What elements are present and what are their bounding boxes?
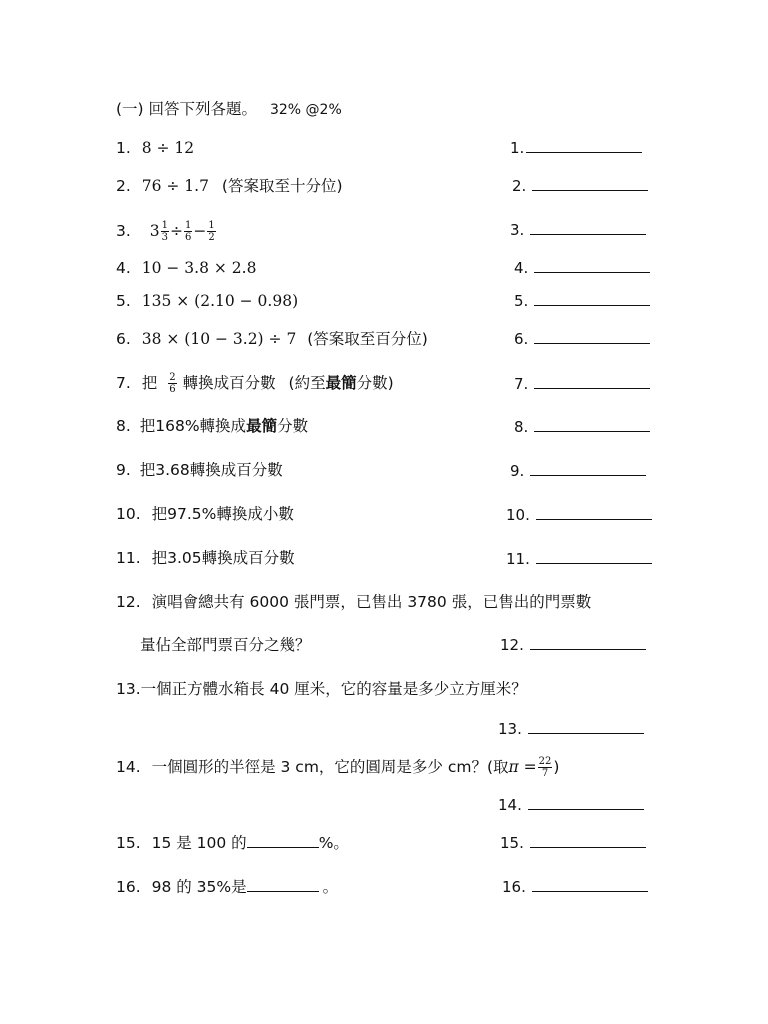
- fraction-denominator: 6: [169, 384, 176, 395]
- question-number: 16.: [116, 878, 141, 896]
- fraction: [168, 372, 176, 395]
- answer-label: 13.: [498, 720, 522, 738]
- question-6: [116, 329, 428, 349]
- closing-paren: ): [553, 758, 560, 776]
- question-text-post: 分數: [277, 417, 309, 435]
- answer-line-7[interactable]: [514, 374, 650, 394]
- answer-line-15[interactable]: [500, 833, 646, 853]
- fraction-numerator: 1: [208, 220, 215, 231]
- answer-label: 8.: [514, 418, 529, 436]
- pi-expression: π =: [508, 758, 537, 776]
- question-text-bold: 最簡: [246, 417, 278, 435]
- answer-blank[interactable]: [532, 176, 648, 191]
- question-text: 10 − 3.8 × 2.8: [141, 259, 257, 277]
- question-number: 3.: [116, 222, 131, 240]
- operator: ÷: [169, 222, 183, 240]
- question-text: 演唱會總共有 6000 張門票，已售出 3780 張，已售出的門票數: [151, 593, 592, 611]
- question-14: [116, 754, 559, 780]
- operator: −: [193, 222, 207, 240]
- question-number: 4.: [116, 259, 131, 277]
- answer-blank[interactable]: [528, 719, 644, 734]
- fill-in-blank[interactable]: [247, 877, 319, 892]
- answer-blank[interactable]: [534, 374, 650, 389]
- answer-line-4[interactable]: [514, 258, 650, 278]
- question-text-pre: 98 的 35%是: [151, 878, 247, 896]
- question-number: 2.: [116, 177, 131, 195]
- question-16: [116, 877, 338, 897]
- answer-label: 12.: [500, 636, 524, 654]
- answer-label: 5.: [514, 292, 529, 310]
- answer-blank[interactable]: [534, 329, 650, 344]
- answer-blank[interactable]: [536, 549, 652, 564]
- question-number: 10.: [116, 505, 141, 523]
- answer-blank[interactable]: [530, 461, 646, 476]
- answer-line-9[interactable]: [510, 461, 646, 481]
- answer-line-12[interactable]: [500, 635, 646, 655]
- answer-line-1[interactable]: [510, 138, 642, 158]
- answer-label: 11.: [506, 550, 530, 568]
- fill-in-blank[interactable]: [247, 833, 319, 848]
- question-7: [116, 370, 394, 396]
- answer-blank[interactable]: [532, 877, 648, 892]
- question-note: (答案取至十分位): [221, 177, 343, 195]
- question-text-pre: 15 是 100 的: [151, 834, 247, 852]
- answer-blank[interactable]: [534, 291, 650, 306]
- answer-line-8[interactable]: [514, 417, 650, 437]
- score-info: 32% @2%: [269, 102, 342, 118]
- answer-label: 15.: [500, 834, 524, 852]
- question-text: 把3.05轉換成百分數: [151, 549, 295, 567]
- question-8: [116, 416, 308, 436]
- fraction-2: [184, 220, 192, 243]
- question-number: 13.: [116, 680, 141, 698]
- question-3: [116, 218, 217, 244]
- question-number: 5.: [116, 292, 131, 310]
- answer-line-16[interactable]: [502, 877, 648, 897]
- question-text-post: 轉換成百分數: [182, 374, 276, 392]
- answer-label: 6.: [514, 330, 529, 348]
- question-text: 一個正方體水箱長 40 厘米，它的容量是多少立方厘米？: [140, 680, 527, 698]
- question-2: [116, 176, 343, 196]
- fraction-denominator: 2: [208, 232, 215, 243]
- section-header: [116, 99, 342, 120]
- answer-line-10[interactable]: [506, 505, 652, 525]
- answer-label: 2.: [512, 177, 527, 195]
- question-number: 9.: [116, 461, 131, 479]
- mixed-number-whole: 3: [149, 222, 160, 240]
- question-4: [116, 258, 256, 278]
- answer-blank[interactable]: [534, 258, 650, 273]
- question-13: [116, 679, 527, 699]
- answer-blank[interactable]: [530, 220, 646, 235]
- question-15: [116, 833, 349, 853]
- fraction-3: [207, 220, 215, 243]
- answer-label: 7.: [514, 375, 529, 393]
- question-number: 7.: [116, 374, 131, 392]
- question-text: 135 × (2.10 − 0.98): [141, 292, 299, 310]
- question-text: 把97.5%轉換成小數: [151, 505, 294, 523]
- fraction-denominator: 7: [541, 768, 549, 779]
- question-note-a: (約至: [288, 374, 326, 392]
- fraction-denominator: 3: [161, 232, 168, 243]
- fraction-1: [161, 220, 169, 243]
- answer-label: 3.: [510, 221, 525, 239]
- answer-label: 16.: [502, 878, 526, 896]
- answer-line-2[interactable]: [512, 176, 648, 196]
- question-10: [116, 504, 294, 524]
- answer-line-5[interactable]: [514, 291, 650, 311]
- question-text: 一個圓形的半徑是 3 cm，它的圓周是多少 cm？(取: [151, 758, 509, 776]
- question-number: 6.: [116, 330, 131, 348]
- fraction-numerator: 22: [538, 756, 552, 767]
- question-number: 1.: [116, 139, 131, 157]
- question-number: 8.: [116, 417, 131, 435]
- question-5: [116, 291, 298, 311]
- section-title: (一) 回答下列各題。: [116, 100, 258, 118]
- question-text-line2: 量佔全部門票百分之幾？: [140, 636, 311, 654]
- answer-blank[interactable]: [528, 795, 644, 810]
- question-text: 76 ÷ 1.7: [141, 177, 209, 195]
- question-11: [116, 548, 295, 568]
- question-text-post: 。: [322, 878, 339, 896]
- fraction: [538, 756, 553, 779]
- answer-line-13[interactable]: [498, 719, 644, 739]
- answer-label: 14.: [498, 796, 522, 814]
- question-note-c: 分數): [356, 374, 394, 392]
- question-number: 14.: [116, 758, 141, 776]
- answer-blank[interactable]: [526, 138, 642, 153]
- answer-line-11[interactable]: [506, 549, 652, 569]
- question-text-post: %。: [318, 834, 349, 852]
- question-text-pre: 把: [141, 374, 158, 392]
- answer-label: 9.: [510, 462, 525, 480]
- question-9: [116, 460, 283, 480]
- answer-blank[interactable]: [530, 833, 646, 848]
- answer-label: 10.: [506, 506, 530, 524]
- question-number: 12.: [116, 593, 141, 611]
- fraction-numerator: 2: [169, 372, 176, 383]
- answer-label: 1.: [510, 139, 525, 157]
- answer-label: 4.: [514, 259, 529, 277]
- question-12: [116, 592, 591, 612]
- question-note-bold: 最簡: [325, 374, 357, 392]
- question-text: 38 × (10 − 3.2) ÷ 7: [141, 330, 297, 348]
- question-12-continued: [140, 635, 311, 655]
- question-text-pre: 把168%轉換成: [139, 417, 247, 435]
- question-text: 8 ÷ 12: [141, 139, 195, 157]
- answer-blank[interactable]: [536, 505, 652, 520]
- question-1: [116, 138, 194, 158]
- question-number: 15.: [116, 834, 141, 852]
- fraction-numerator: 1: [161, 220, 168, 231]
- fraction-denominator: 6: [184, 232, 192, 243]
- answer-blank[interactable]: [534, 417, 650, 432]
- answer-line-3[interactable]: [510, 220, 646, 240]
- question-note: (答案取至百分位): [307, 330, 428, 348]
- fraction-numerator: 1: [184, 220, 192, 231]
- answer-line-14[interactable]: [498, 795, 644, 815]
- answer-line-6[interactable]: [514, 329, 650, 349]
- answer-blank[interactable]: [530, 635, 646, 650]
- question-text: 把3.68轉換成百分數: [139, 461, 283, 479]
- question-number: 11.: [116, 549, 141, 567]
